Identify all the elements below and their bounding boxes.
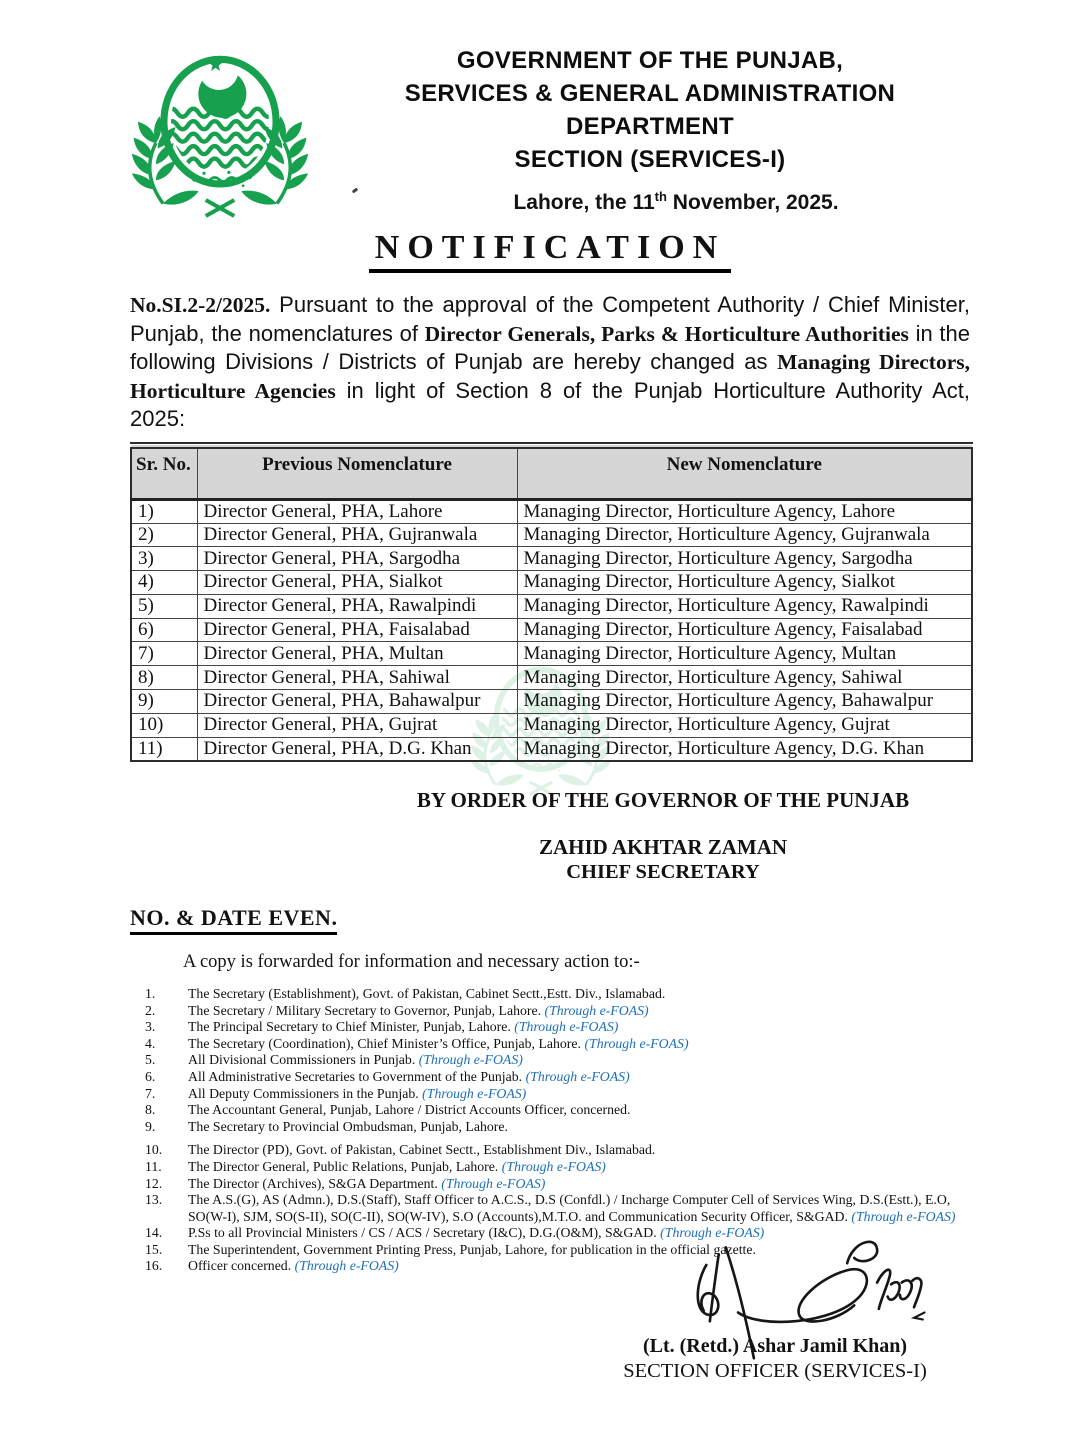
- distribution-item: [145, 1176, 990, 1193]
- table-cell-new: Managing Director, Horticulture Agency, Rawalpindi: [517, 594, 972, 618]
- item-text: The Superintendent, Government Printing Press, Punjab, Lahore, for publication in the official gazette.: [188, 1241, 756, 1257]
- distribution-item: [145, 1102, 990, 1119]
- table-row: [131, 547, 972, 571]
- table-row: [131, 713, 972, 737]
- table-cell-sr: 1): [131, 499, 197, 523]
- item-text: All Administrative Secretaries to Government of the Punjab. (Through e-FOAS): [188, 1068, 630, 1084]
- table-cell-sr: 2): [131, 523, 197, 547]
- table-row: [131, 499, 972, 523]
- no-and-date-even-heading: NO. & DATE EVEN.: [130, 905, 337, 935]
- item-text: Officer concerned. (Through e-FOAS): [188, 1258, 399, 1274]
- body-text-emphasis: Managing Directors, Horticulture Agencies: [130, 350, 970, 403]
- item-number: 12.: [145, 1175, 163, 1191]
- date-line: [356, 189, 996, 215]
- distribution-item: [145, 1003, 990, 1020]
- efoas-note: (Through e-FOAS): [584, 1035, 689, 1051]
- table-cell-sr: 5): [131, 594, 197, 618]
- table-cell-new: Managing Director, Horticulture Agency, Bahawalpur: [517, 690, 972, 714]
- distribution-item: [145, 1119, 990, 1136]
- item-text: The Director (PD), Govt. of Pakistan, Cabinet Sectt., Establishment Div., Islamabad.: [188, 1142, 656, 1158]
- table-row: [131, 618, 972, 642]
- signature-block: [580, 1228, 970, 1384]
- table-cell-prev: Director General, PHA, Sahiwal: [197, 666, 517, 690]
- table-cell-sr: 11): [131, 737, 197, 761]
- item-number: 9.: [145, 1118, 156, 1134]
- efoas-note: (Through e-FOAS): [514, 1019, 619, 1035]
- body-text-emphasis: No.SI.2-2/2025.: [130, 293, 271, 317]
- distribution-item: [145, 1019, 990, 1036]
- item-number: 13.: [145, 1192, 163, 1208]
- item-text: The Principal Secretary to Chief Minister, Punjab, Lahore. (Through e-FOAS): [188, 1019, 619, 1035]
- item-text: The Director (Archives), S&GA Department. (Through e-FOAS): [188, 1175, 546, 1191]
- date-text: Lahore, the 11: [513, 191, 655, 214]
- officer-name: (Lt. (Retd.) Ashar Jamil Khan): [642, 1335, 908, 1357]
- distribution-item: [145, 1142, 990, 1159]
- table-cell-new: Managing Director, Horticulture Agency, Sargodha: [517, 547, 972, 571]
- table-cell-prev: Director General, PHA, Gujranwala: [197, 523, 517, 547]
- item-number: 7.: [145, 1085, 156, 1101]
- department-name-block: [330, 44, 970, 176]
- table-cell-sr: 10): [131, 713, 197, 737]
- org-line-4: SECTION (SERVICES-I): [514, 146, 786, 173]
- table-header-row: [131, 445, 972, 499]
- efoas-note: (Through e-FOAS): [441, 1175, 546, 1191]
- item-number: 5.: [145, 1052, 156, 1068]
- table-row: [131, 737, 972, 761]
- item-number: 16.: [145, 1258, 163, 1274]
- table-cell-prev: Director General, PHA, Sialkot: [197, 571, 517, 595]
- distribution-intro: A copy is forwarded for information and necessary action to:-: [183, 951, 640, 972]
- item-number: 14.: [145, 1225, 163, 1241]
- item-text: The A.S.(G), AS (Admn.), D.S.(Staff), Staff Officer to A.C.S., D.S (Confdl.) / Incharge Computer Cell of Services Wing, D.S.(Estt.), E.O, SO(W-I), SJM, SO(S-II), SO(C-II), SO(W-IV), S.O (Accounts),M.T.O. and Communication Security Officer, S&GAD. (Through e-FOAS): [188, 1192, 956, 1224]
- distribution-item: [145, 986, 990, 1003]
- item-text: The Secretary / Military Secretary to Governor, Punjab, Lahore. (Through e-FOAS): [188, 1002, 649, 1018]
- item-text: The Secretary to Provincial Ombudsman, Punjab, Lahore.: [188, 1118, 508, 1134]
- table-row: [131, 571, 972, 595]
- table-cell-prev: Director General, PHA, D.G. Khan: [197, 737, 517, 761]
- table-cell-new: Managing Director, Horticulture Agency, Multan: [517, 642, 972, 666]
- item-number: 3.: [145, 1019, 156, 1035]
- table-cell-sr: 3): [131, 547, 197, 571]
- table-cell-new: Managing Director, Horticulture Agency, Gujranwala: [517, 523, 972, 547]
- efoas-note: (Through e-FOAS): [422, 1085, 527, 1101]
- table-cell-prev: Director General, PHA, Gujrat: [197, 713, 517, 737]
- org-line-1: GOVERNMENT OF THE PUNJAB,: [456, 47, 844, 74]
- notification-title: NOTIFICATION: [369, 229, 731, 273]
- table-cell-new: Managing Director, Horticulture Agency, Sialkot: [517, 571, 972, 595]
- item-text: The Director General, Public Relations, Punjab, Lahore. (Through e-FOAS): [188, 1158, 606, 1174]
- distribution-item: [145, 1086, 990, 1103]
- item-number: 15.: [145, 1241, 163, 1257]
- notification-body: [130, 291, 970, 434]
- org-line-3: DEPARTMENT: [566, 113, 734, 140]
- efoas-note: (Through e-FOAS): [294, 1258, 399, 1274]
- by-order-line: BY ORDER OF THE GOVERNOR OF THE PUNJAB: [416, 787, 910, 812]
- body-text-emphasis: Director Generals, Parks & Horticulture Authorities: [424, 321, 909, 346]
- date-ordinal-suffix: th: [654, 189, 667, 204]
- punjab-government-emblem-icon: [131, 50, 309, 220]
- nomenclature-table-body: [131, 499, 972, 761]
- item-number: 1.: [145, 985, 156, 1001]
- efoas-note: (Through e-FOAS): [501, 1158, 606, 1174]
- item-text: All Deputy Commissioners in the Punjab. (Through e-FOAS): [188, 1085, 527, 1101]
- item-text: The Secretary (Coordination), Chief Minister’s Office, Punjab, Lahore. (Through e-FOAS): [188, 1035, 689, 1051]
- item-number: 11.: [145, 1158, 162, 1174]
- efoas-note: (Through e-FOAS): [525, 1068, 630, 1084]
- table-cell-new: Managing Director, Horticulture Agency, Sahiwal: [517, 666, 972, 690]
- table-cell-new: Managing Director, Horticulture Agency, D.G. Khan: [517, 737, 972, 761]
- efoas-note: (Through e-FOAS): [851, 1208, 956, 1224]
- officer-title: SECTION OFFICER (SERVICES-I): [623, 1360, 927, 1382]
- efoas-note: (Through e-FOAS): [418, 1052, 523, 1068]
- table-row: [131, 594, 972, 618]
- table-row: [131, 642, 972, 666]
- table-row: [131, 690, 972, 714]
- table-cell-prev: Director General, PHA, Rawalpindi: [197, 594, 517, 618]
- masthead: [0, 0, 1080, 215]
- distribution-item: [145, 1052, 990, 1069]
- table-cell-prev: Director General, PHA, Faisalabad: [197, 618, 517, 642]
- item-number: 2.: [145, 1002, 156, 1018]
- signatory-title: CHIEF SECRETARY: [566, 860, 760, 883]
- body-text: Pursuant to the approval of the Competent Authority / Chief Minister, Punjab, the nomenclatures of: [130, 292, 970, 346]
- nomenclature-table: [130, 442, 973, 762]
- body-text: in the following Divisions / Districts of Punjab are hereby changed as: [130, 320, 971, 374]
- table-row: [131, 666, 972, 690]
- table-cell-new: Managing Director, Horticulture Agency, Gujrat: [517, 713, 972, 737]
- table-cell-sr: 7): [131, 642, 197, 666]
- date-text-rest: November, 2025.: [666, 191, 839, 214]
- table-cell-sr: 6): [131, 618, 197, 642]
- efoas-note: (Through e-FOAS): [660, 1225, 765, 1241]
- table-row: [131, 523, 972, 547]
- item-text: The Accountant General, Punjab, Lahore / District Accounts Officer, concerned.: [188, 1102, 631, 1118]
- table-cell-sr: 9): [131, 690, 197, 714]
- distribution-item: [145, 1192, 990, 1225]
- table-cell-prev: Director General, PHA, Sargodha: [197, 547, 517, 571]
- efoas-note: (Through e-FOAS): [544, 1002, 649, 1018]
- body-text: in light of Section 8 of the Punjab Horticulture Authority Act, 2025:: [130, 377, 970, 431]
- table-cell-prev: Director General, PHA, Multan: [197, 642, 517, 666]
- item-text: All Divisional Commissioners in Punjab. (Through e-FOAS): [188, 1052, 523, 1068]
- table-cell-sr: 4): [131, 571, 197, 595]
- col-header-new: New Nomenclature: [517, 445, 972, 499]
- item-text: The Secretary (Establishment), Govt. of Pakistan, Cabinet Sectt.,Estt. Div., Islamabad.: [188, 985, 666, 1001]
- distribution-item: [145, 1069, 990, 1086]
- distribution-item: [145, 1159, 990, 1176]
- table-cell-prev: Director General, PHA, Lahore: [197, 499, 517, 523]
- table-cell-prev: Director General, PHA, Bahawalpur: [197, 690, 517, 714]
- title-wrap: [130, 229, 970, 273]
- col-header-previous: Previous Nomenclature: [197, 445, 517, 499]
- item-text: P.Ss to all Provincial Ministers / CS / ACS / Secretary (I&C), D.G.(O&M), S&GAD. (Through e-FOAS): [188, 1225, 765, 1241]
- distribution-item: [145, 1036, 990, 1053]
- org-line-2: SERVICES & GENERAL ADMINISTRATION: [404, 80, 896, 107]
- item-number: 6.: [145, 1068, 156, 1084]
- col-header-sr-no: Sr. No.: [131, 445, 197, 499]
- table-cell-sr: 8): [131, 666, 197, 690]
- item-number: 8.: [145, 1102, 156, 1118]
- table-cell-new: Managing Director, Horticulture Agency, Faisalabad: [517, 618, 972, 642]
- table-cell-new: Managing Director, Horticulture Agency, Lahore: [517, 499, 972, 523]
- item-number: 4.: [145, 1035, 156, 1051]
- item-number: 10.: [145, 1142, 163, 1158]
- signatory-block: [130, 835, 970, 885]
- signatory-name: ZAHID AKHTAR ZAMAN: [538, 834, 788, 859]
